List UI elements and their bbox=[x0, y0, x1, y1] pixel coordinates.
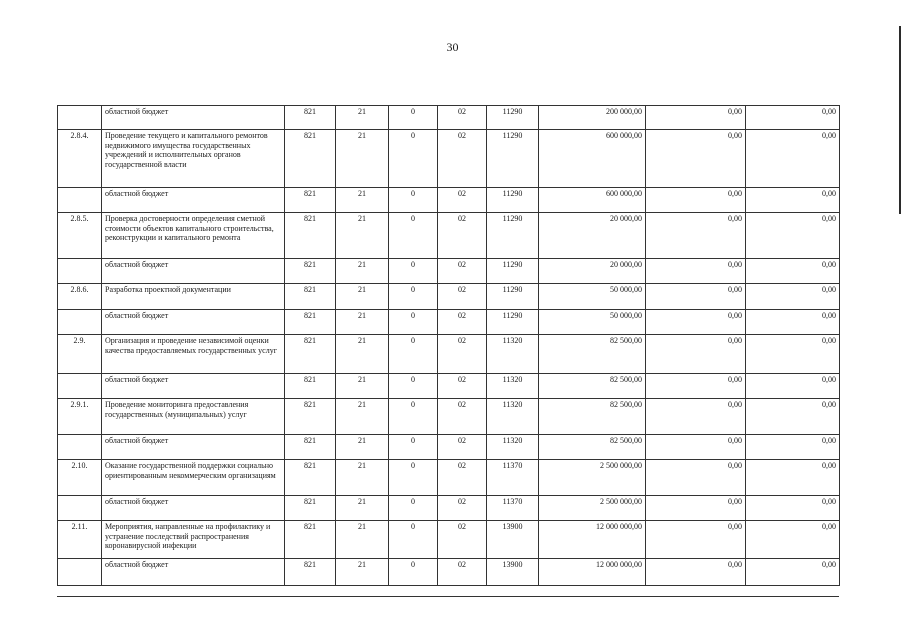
expense-code: 11290 bbox=[487, 259, 539, 284]
sum-year-1: 82 500,00 bbox=[539, 374, 646, 399]
section-code: 21 bbox=[336, 559, 389, 586]
expense-code: 11320 bbox=[487, 374, 539, 399]
expense-code: 11290 bbox=[487, 284, 539, 310]
program-code: 02 bbox=[438, 496, 487, 521]
sum-year-2: 0,00 bbox=[646, 130, 746, 188]
subsection-code: 0 bbox=[389, 213, 438, 259]
item-name: областной бюджет bbox=[102, 435, 285, 460]
subsection-code: 0 bbox=[389, 521, 438, 559]
grbs-code: 821 bbox=[285, 399, 336, 435]
sum-year-1: 600 000,00 bbox=[539, 130, 646, 188]
program-code: 02 bbox=[438, 106, 487, 130]
subsection-code: 0 bbox=[389, 335, 438, 374]
program-code: 02 bbox=[438, 188, 487, 213]
expense-code: 13900 bbox=[487, 559, 539, 586]
sum-year-3: 0,00 bbox=[746, 188, 840, 213]
budget-table bbox=[57, 105, 840, 586]
program-code: 02 bbox=[438, 460, 487, 496]
grbs-code: 821 bbox=[285, 213, 336, 259]
grbs-code: 821 bbox=[285, 559, 336, 586]
table-row bbox=[58, 374, 840, 399]
subsection-code: 0 bbox=[389, 284, 438, 310]
subsection-code: 0 bbox=[389, 496, 438, 521]
sum-year-1: 200 000,00 bbox=[539, 106, 646, 130]
item-name: Проведение мониторинга предоставления государственных (муниципальных) услуг bbox=[102, 399, 285, 435]
section-code: 21 bbox=[336, 106, 389, 130]
sum-year-2: 0,00 bbox=[646, 188, 746, 213]
section-code: 21 bbox=[336, 284, 389, 310]
sum-year-1: 50 000,00 bbox=[539, 310, 646, 335]
item-name: областной бюджет bbox=[102, 559, 285, 586]
section-code: 21 bbox=[336, 399, 389, 435]
sum-year-3: 0,00 bbox=[746, 460, 840, 496]
item-number bbox=[58, 259, 102, 284]
expense-code: 11370 bbox=[487, 460, 539, 496]
section-code: 21 bbox=[336, 259, 389, 284]
subsection-code: 0 bbox=[389, 374, 438, 399]
subsection-code: 0 bbox=[389, 310, 438, 335]
program-code: 02 bbox=[438, 335, 487, 374]
subsection-code: 0 bbox=[389, 259, 438, 284]
sum-year-1: 50 000,00 bbox=[539, 284, 646, 310]
grbs-code: 821 bbox=[285, 460, 336, 496]
section-code: 21 bbox=[336, 130, 389, 188]
grbs-code: 821 bbox=[285, 284, 336, 310]
expense-code: 11370 bbox=[487, 496, 539, 521]
sum-year-3: 0,00 bbox=[746, 435, 840, 460]
section-code: 21 bbox=[336, 213, 389, 259]
grbs-code: 821 bbox=[285, 130, 336, 188]
table-bottom-border bbox=[57, 596, 839, 597]
expense-code: 13900 bbox=[487, 521, 539, 559]
grbs-code: 821 bbox=[285, 435, 336, 460]
grbs-code: 821 bbox=[285, 521, 336, 559]
sum-year-3: 0,00 bbox=[746, 374, 840, 399]
section-code: 21 bbox=[336, 435, 389, 460]
subsection-code: 0 bbox=[389, 188, 438, 213]
table-row bbox=[58, 559, 840, 586]
table-row bbox=[58, 521, 840, 559]
sum-year-1: 82 500,00 bbox=[539, 399, 646, 435]
section-code: 21 bbox=[336, 496, 389, 521]
subsection-code: 0 bbox=[389, 460, 438, 496]
table-row bbox=[58, 106, 840, 130]
sum-year-2: 0,00 bbox=[646, 435, 746, 460]
sum-year-1: 20 000,00 bbox=[539, 213, 646, 259]
grbs-code: 821 bbox=[285, 188, 336, 213]
sum-year-3: 0,00 bbox=[746, 335, 840, 374]
subsection-code: 0 bbox=[389, 399, 438, 435]
grbs-code: 821 bbox=[285, 106, 336, 130]
grbs-code: 821 bbox=[285, 259, 336, 284]
expense-code: 11290 bbox=[487, 106, 539, 130]
subsection-code: 0 bbox=[389, 106, 438, 130]
sum-year-3: 0,00 bbox=[746, 310, 840, 335]
sum-year-1: 20 000,00 bbox=[539, 259, 646, 284]
item-number: 2.8.4. bbox=[58, 130, 102, 188]
expense-code: 11290 bbox=[487, 188, 539, 213]
sum-year-3: 0,00 bbox=[746, 521, 840, 559]
program-code: 02 bbox=[438, 310, 487, 335]
grbs-code: 821 bbox=[285, 335, 336, 374]
item-name: Проверка достоверности определения сметной стоимости объектов капитального строительства, реконструкции и капитального ремонта bbox=[102, 213, 285, 259]
sum-year-2: 0,00 bbox=[646, 559, 746, 586]
table-row bbox=[58, 213, 840, 259]
program-code: 02 bbox=[438, 374, 487, 399]
sum-year-3: 0,00 bbox=[746, 496, 840, 521]
sum-year-2: 0,00 bbox=[646, 106, 746, 130]
table-row bbox=[58, 496, 840, 521]
subsection-code: 0 bbox=[389, 559, 438, 586]
item-number bbox=[58, 310, 102, 335]
sum-year-3: 0,00 bbox=[746, 559, 840, 586]
sum-year-1: 12 000 000,00 bbox=[539, 559, 646, 586]
sum-year-1: 82 500,00 bbox=[539, 435, 646, 460]
item-name: областной бюджет bbox=[102, 310, 285, 335]
table-row bbox=[58, 130, 840, 188]
item-number: 2.11. bbox=[58, 521, 102, 559]
item-name: областной бюджет bbox=[102, 106, 285, 130]
grbs-code: 821 bbox=[285, 310, 336, 335]
table-row bbox=[58, 435, 840, 460]
table-row bbox=[58, 310, 840, 335]
sum-year-3: 0,00 bbox=[746, 284, 840, 310]
table-body bbox=[58, 106, 840, 586]
sum-year-2: 0,00 bbox=[646, 213, 746, 259]
program-code: 02 bbox=[438, 559, 487, 586]
program-code: 02 bbox=[438, 521, 487, 559]
subsection-code: 0 bbox=[389, 130, 438, 188]
item-name: областной бюджет bbox=[102, 374, 285, 399]
sum-year-2: 0,00 bbox=[646, 521, 746, 559]
program-code: 02 bbox=[438, 399, 487, 435]
item-number: 2.9.1. bbox=[58, 399, 102, 435]
section-code: 21 bbox=[336, 460, 389, 496]
item-name: Разработка проектной документации bbox=[102, 284, 285, 310]
expense-code: 11290 bbox=[487, 213, 539, 259]
item-number bbox=[58, 188, 102, 213]
sum-year-2: 0,00 bbox=[646, 496, 746, 521]
sum-year-1: 2 500 000,00 bbox=[539, 460, 646, 496]
expense-code: 11290 bbox=[487, 310, 539, 335]
program-code: 02 bbox=[438, 435, 487, 460]
sum-year-1: 82 500,00 bbox=[539, 335, 646, 374]
sum-year-2: 0,00 bbox=[646, 335, 746, 374]
sum-year-3: 0,00 bbox=[746, 399, 840, 435]
sum-year-2: 0,00 bbox=[646, 374, 746, 399]
grbs-code: 821 bbox=[285, 374, 336, 399]
sum-year-2: 0,00 bbox=[646, 310, 746, 335]
item-name: областной бюджет bbox=[102, 259, 285, 284]
section-code: 21 bbox=[336, 188, 389, 213]
item-name: Организация и проведение независимой оценки качества предоставляемых государственных услуг bbox=[102, 335, 285, 374]
expense-code: 11320 bbox=[487, 435, 539, 460]
program-code: 02 bbox=[438, 213, 487, 259]
sum-year-2: 0,00 bbox=[646, 460, 746, 496]
item-name: Оказание государственной поддержки социально ориентированным некоммерческим организациям bbox=[102, 460, 285, 496]
item-number: 2.8.5. bbox=[58, 213, 102, 259]
section-code: 21 bbox=[336, 521, 389, 559]
program-code: 02 bbox=[438, 130, 487, 188]
table-row bbox=[58, 335, 840, 374]
item-number bbox=[58, 374, 102, 399]
page-number: 30 bbox=[446, 40, 459, 54]
section-code: 21 bbox=[336, 335, 389, 374]
table-row bbox=[58, 259, 840, 284]
item-name: областной бюджет bbox=[102, 496, 285, 521]
expense-code: 11290 bbox=[487, 130, 539, 188]
section-code: 21 bbox=[336, 310, 389, 335]
item-number bbox=[58, 435, 102, 460]
sum-year-2: 0,00 bbox=[646, 399, 746, 435]
grbs-code: 821 bbox=[285, 496, 336, 521]
item-number bbox=[58, 559, 102, 586]
item-name: областной бюджет bbox=[102, 188, 285, 213]
sum-year-3: 0,00 bbox=[746, 213, 840, 259]
item-number: 2.8.6. bbox=[58, 284, 102, 310]
table-row bbox=[58, 284, 840, 310]
item-number bbox=[58, 496, 102, 521]
expense-code: 11320 bbox=[487, 399, 539, 435]
sum-year-2: 0,00 bbox=[646, 259, 746, 284]
table-row bbox=[58, 188, 840, 213]
item-number: 2.9. bbox=[58, 335, 102, 374]
sum-year-2: 0,00 bbox=[646, 284, 746, 310]
table-row bbox=[58, 460, 840, 496]
item-number bbox=[58, 106, 102, 130]
item-number: 2.10. bbox=[58, 460, 102, 496]
sum-year-3: 0,00 bbox=[746, 259, 840, 284]
item-name: Мероприятия, направленные на профилактику и устранение последствий распространения коронавирусной инфекции bbox=[102, 521, 285, 559]
program-code: 02 bbox=[438, 259, 487, 284]
sum-year-3: 0,00 bbox=[746, 106, 840, 130]
table-row bbox=[58, 399, 840, 435]
program-code: 02 bbox=[438, 284, 487, 310]
subsection-code: 0 bbox=[389, 435, 438, 460]
sum-year-1: 600 000,00 bbox=[539, 188, 646, 213]
sum-year-1: 12 000 000,00 bbox=[539, 521, 646, 559]
expense-code: 11320 bbox=[487, 335, 539, 374]
item-name: Проведение текущего и капитального ремонтов недвижимого имущества государственных учреждений и исполнительных органов государственной власти bbox=[102, 130, 285, 188]
section-code: 21 bbox=[336, 374, 389, 399]
sum-year-3: 0,00 bbox=[746, 130, 840, 188]
scan-edge-mark bbox=[899, 26, 901, 214]
sum-year-1: 2 500 000,00 bbox=[539, 496, 646, 521]
